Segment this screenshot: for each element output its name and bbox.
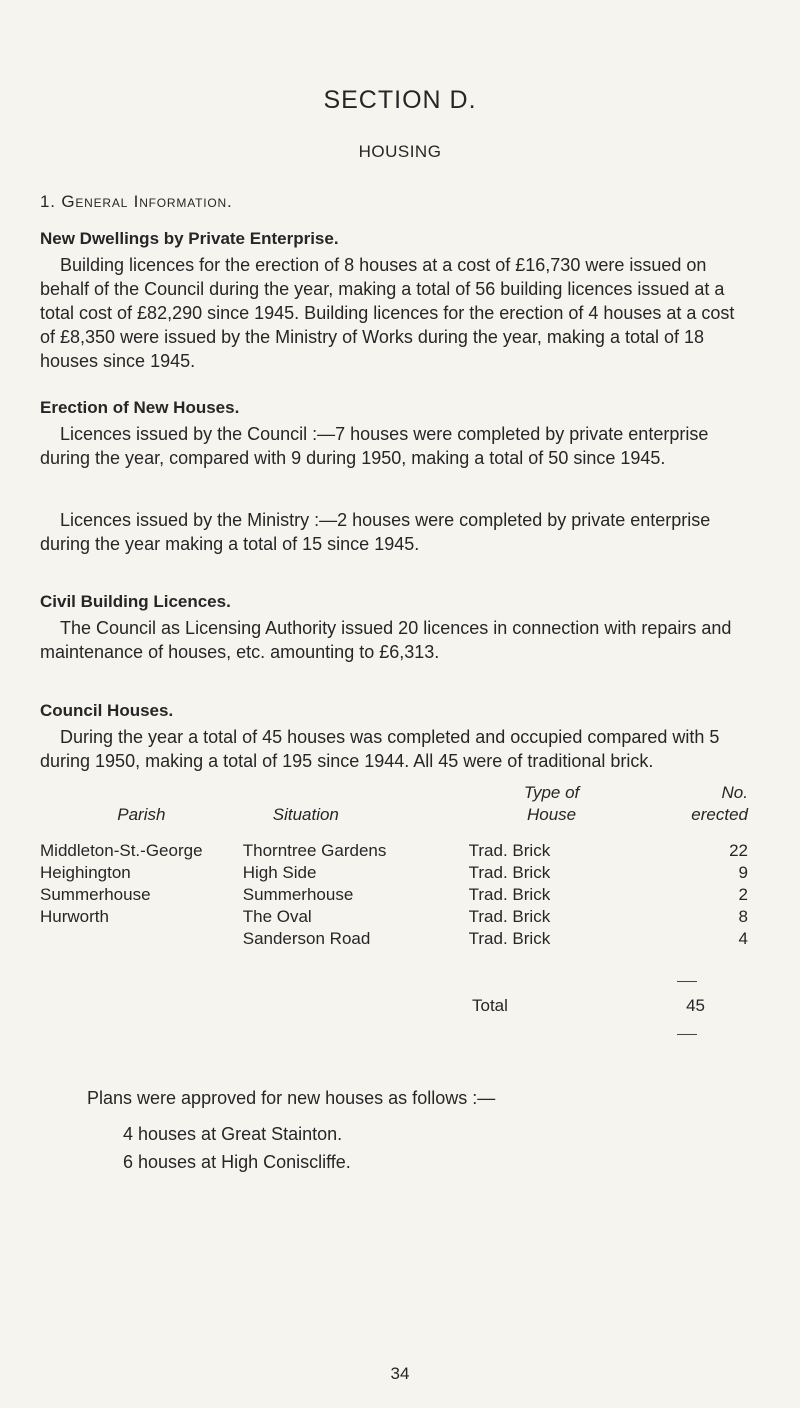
total-rule-top [677, 981, 697, 982]
page-number: 34 [390, 1364, 410, 1383]
header-type: Type of House [523, 783, 580, 824]
cell-parish [40, 928, 243, 950]
paragraph-erection-ministry: Licences issued by the Ministry :—2 houses were completed by private enterprise during the year making a total of 15 since 1945. [40, 510, 711, 554]
header-no-erected: No. erected [691, 783, 748, 824]
subheading-civil-licences: Civil Building Licences. [40, 592, 231, 611]
subheading-new-dwellings: New Dwellings by Private Enterprise. [40, 229, 339, 248]
cell-type: Trad. Brick [468, 907, 551, 926]
cell-situation: The Oval [242, 907, 312, 926]
total-value: 45 [686, 996, 705, 1015]
cell-no: 9 [738, 863, 748, 882]
header-parish: Parish [117, 805, 166, 824]
cell-type: Trad. Brick [468, 863, 551, 882]
cell-no: 2 [738, 885, 748, 904]
table-row [40, 862, 748, 884]
cell-type: Trad. Brick [468, 885, 551, 904]
plan-item: 4 houses at Great Stainton. [123, 1124, 343, 1144]
table-header-row [40, 782, 748, 826]
cell-situation: Thorntree Gardens [242, 841, 387, 860]
cell-no: 22 [729, 841, 748, 860]
section-title: SECTION D. [323, 86, 477, 114]
section-subtitle: HOUSING [358, 142, 442, 161]
cell-type: Trad. Brick [468, 929, 551, 948]
header-situation: Situation [272, 805, 339, 824]
table-row [40, 840, 748, 862]
subheading-erection: Erection of New Houses. [40, 398, 240, 417]
cell-situation: High Side [242, 863, 317, 882]
cell-type: Trad. Brick [468, 841, 551, 860]
table-row [40, 928, 748, 950]
cell-parish: Heighington [40, 863, 131, 882]
heading-number: 1. [40, 192, 56, 211]
cell-no: 4 [738, 929, 748, 948]
plan-item: 6 houses at High Coniscliffe. [123, 1152, 351, 1172]
total-rule-bottom [677, 1034, 697, 1035]
cell-no: 8 [738, 907, 748, 926]
table-row [40, 906, 748, 928]
paragraph-council-houses: During the year a total of 45 houses was completed and occupied compared with 5 during 1950, making a total of 195 since 1944. All 45 were of traditional brick. [40, 727, 720, 771]
heading-general-information [40, 192, 233, 212]
council-houses-table [40, 782, 748, 950]
heading-text: General Information. [61, 192, 233, 211]
paragraph-erection-council: Licences issued by the Council :—7 houses were completed by private enterprise during the year, compared with 9 during 1950, making a total of 50 since 1945. [40, 424, 709, 468]
cell-parish: Middleton-St.-George [40, 841, 203, 860]
subheading-council-houses: Council Houses. [40, 701, 174, 720]
paragraph-civil-licences: The Council as Licensing Authority issued 20 licences in connection with repairs and maintenance of houses, etc. amounting to £6,313. [40, 618, 732, 662]
table-row [40, 884, 748, 906]
cell-situation: Summerhouse [242, 885, 354, 904]
cell-parish: Summerhouse [40, 885, 151, 904]
plans-intro: Plans were approved for new houses as follows :— [87, 1088, 496, 1108]
cell-situation: Sanderson Road [242, 929, 371, 948]
paragraph-new-dwellings: Building licences for the erection of 8 houses at a cost of £16,730 were issued on behalf of the Council during the year, making a total of 56 building licences issued at a total cost of £82,290 since 1945. Building licences for the erection of 4 houses at a cost of £8,350 were issued by the Ministry of Works during the year, making a total of 18 houses since 1945. [40, 255, 735, 371]
total-label: Total [472, 996, 508, 1015]
cell-parish: Hurworth [40, 907, 109, 926]
